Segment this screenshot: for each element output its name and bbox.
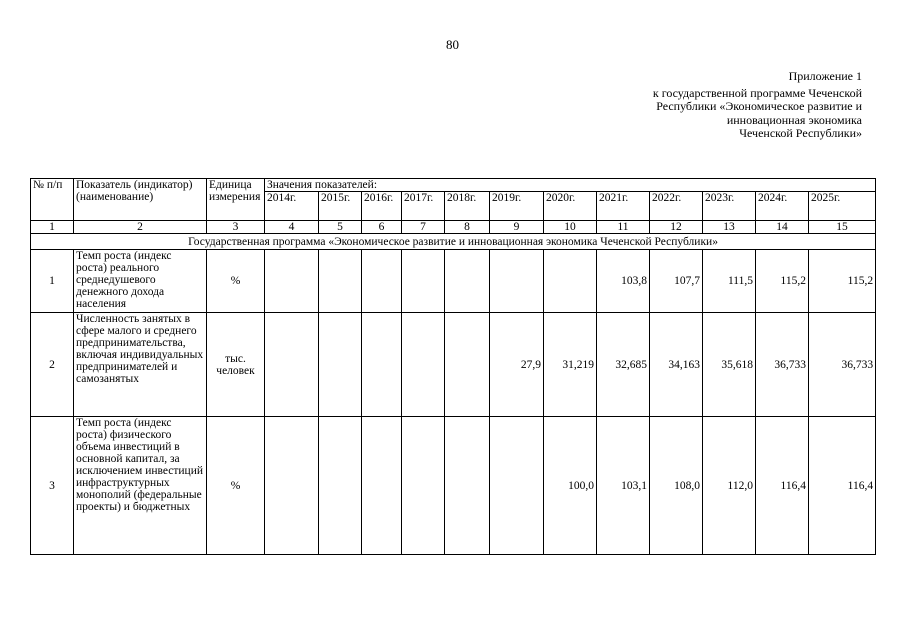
value-cell: 103,1 [597,417,650,555]
value-cell: 35,618 [703,313,756,417]
value-cell [490,417,544,555]
row-number: 2 [31,313,74,417]
value-cell: 36,733 [809,313,876,417]
column-number: 9 [490,221,544,234]
value-cell: 32,685 [597,313,650,417]
year-header: 2022г. [650,192,703,221]
value-cell: 34,163 [650,313,703,417]
table-row [31,313,876,417]
value-cell [402,250,445,313]
year-header: 2018г. [445,192,490,221]
value-cell [490,250,544,313]
page-number: 80 [446,37,459,52]
year-header: 2017г. [402,192,445,221]
value-cell [402,417,445,555]
value-cell: 108,0 [650,417,703,555]
value-cell [265,250,319,313]
value-cell [265,417,319,555]
value-cell [544,250,597,313]
table-row [31,250,876,313]
value-cell: 116,4 [756,417,809,555]
column-number-row [31,221,876,234]
year-header: 2015г. [319,192,362,221]
header-values-group: Значения показателей: [265,179,876,192]
appendix-title: Приложение 1 [788,69,862,83]
value-cell [445,250,490,313]
header-name: Показатель (индикатор) (наименование) [74,179,207,221]
value-cell [265,313,319,417]
column-number: 11 [597,221,650,234]
table-row [31,417,876,555]
appendix-line: Республики «Экономическое развитие и [656,99,862,113]
column-number: 8 [445,221,490,234]
appendix-line: Чеченской Республики» [739,126,862,140]
column-number: 5 [319,221,362,234]
header-unit: Единица измерения [207,179,265,221]
value-cell: 116,4 [809,417,876,555]
column-number: 3 [207,221,265,234]
indicators-table [30,178,876,555]
value-cell: 103,8 [597,250,650,313]
column-number: 10 [544,221,597,234]
value-cell [445,417,490,555]
column-number: 13 [703,221,756,234]
value-cell: 31,219 [544,313,597,417]
value-cell [319,417,362,555]
year-header: 2021г. [597,192,650,221]
value-cell [445,313,490,417]
appendix-line: инновационная экономика [726,112,862,127]
indicator-name: Темп роста (индекс роста) реального среднедушевого денежного дохода населения [74,250,207,313]
value-cell [319,313,362,417]
column-number: 1 [31,221,74,234]
header-num: № п/п [31,179,74,221]
value-cell [362,417,402,555]
unit-cell: % [207,417,265,555]
row-number: 1 [31,250,74,313]
program-title: Государственная программа «Экономическое развитие и инновационная экономика Чеченской Республики» [31,234,876,250]
value-cell: 112,0 [703,417,756,555]
value-cell [402,313,445,417]
column-number: 4 [265,221,319,234]
value-cell: 115,2 [809,250,876,313]
value-cell [362,250,402,313]
value-cell: 100,0 [544,417,597,555]
year-header: 2019г. [490,192,544,221]
value-cell: 111,5 [703,250,756,313]
value-cell: 115,2 [756,250,809,313]
value-cell: 36,733 [756,313,809,417]
value-cell: 27,9 [490,313,544,417]
appendix-line: к государственной программе Чеченской [652,85,862,100]
indicator-name: Численность занятых в сфере малого и среднего предпринимательства, включая индивидуальных предпринимателей и самозанятых [74,313,207,417]
value-cell [319,250,362,313]
year-header: 2014г. [265,192,319,221]
value-cell [362,313,402,417]
year-header: 2020г. [544,192,597,221]
column-number: 15 [809,221,876,234]
unit-cell: тыс. человек [207,313,265,417]
year-header: 2023г. [703,192,756,221]
row-number: 3 [31,417,74,555]
value-cell: 107,7 [650,250,703,313]
column-number: 6 [362,221,402,234]
indicator-name: Темп роста (индекс роста) физического объема инвестиций в основной капитал, за исключением инвестиций инфраструктурных монополий (федеральные проекты) и бюджетных [74,417,207,555]
year-header: 2016г. [362,192,402,221]
column-number: 2 [74,221,207,234]
column-number: 7 [402,221,445,234]
appendix-header [653,70,862,141]
column-number: 14 [756,221,809,234]
year-header: 2025г. [809,192,876,221]
year-header: 2024г. [756,192,809,221]
unit-cell: % [207,250,265,313]
header-row [31,179,876,192]
column-number: 12 [650,221,703,234]
program-title-row [31,234,876,250]
